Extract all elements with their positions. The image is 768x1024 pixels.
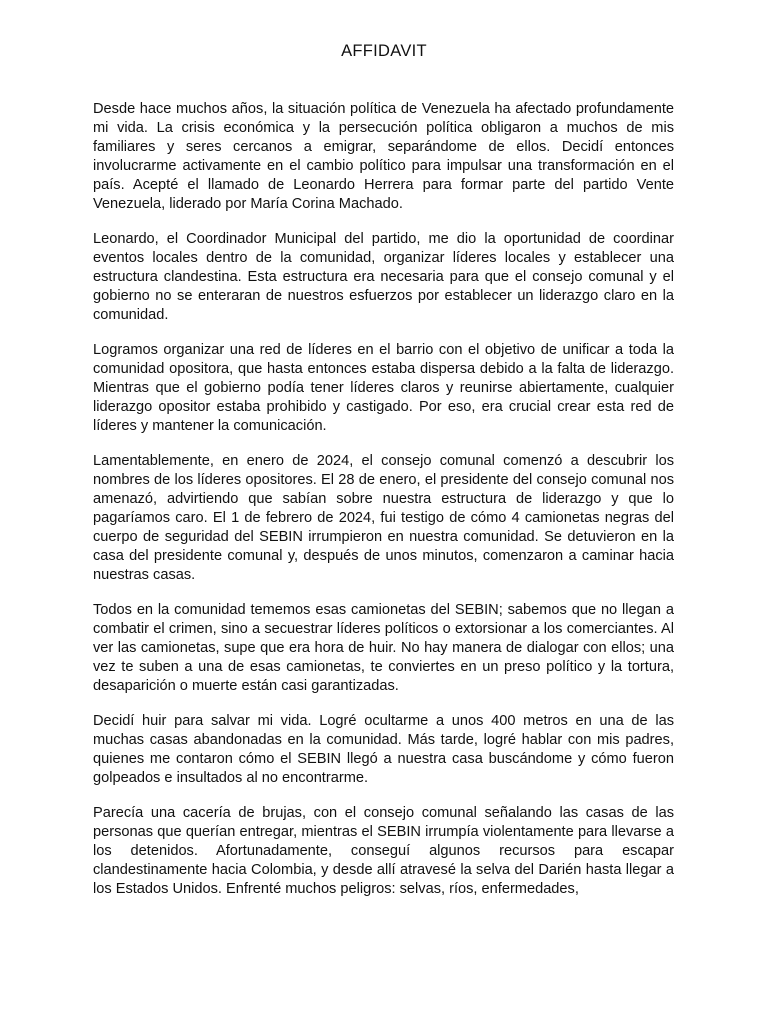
paragraph-3: Logramos organizar una red de líderes en el barrio con el objetivo de unificar a toda la comunidad opositora, que hasta entonces estaba dispersa debido a la falta de liderazgo. Mientras que el gobierno podía tener líderes claros y reunirse abiertamente, cualquier liderazgo opositor estaba prohibido y castigado. Por eso, era crucial crear esta red de líderes y mantener la comunicación. bbox=[93, 342, 674, 434]
paragraph-7: Parecía una cacería de brujas, con el consejo comunal señalando las casas de las personas que querían entregar, mientras el SEBIN irrumpía violentamente para llevarse a los detenidos. Afortunadamente, conseguí algunos recursos para escapar clandestinamente hacia Colombia, y desde allí atravesé la selva del Darién hasta llegar a los Estados Unidos. Enfrenté muchos peligros: selvas, ríos, enfermedades, bbox=[93, 805, 674, 897]
paragraph-6: Decidí huir para salvar mi vida. Logré ocultarme a unos 400 metros en una de las muchas casas abandonadas en la comunidad. Más tarde, logré hablar con mis padres, quienes me contaron cómo el SEBIN llegó a nuestra casa buscándome y cómo fueron golpeados e insultados al no encontrarme. bbox=[93, 713, 674, 786]
paragraph-1: Desde hace muchos años, la situación política de Venezuela ha afectado profundamente mi vida. La crisis económica y la persecución política obligaron a muchos de mis familiares y seres cercanos a emigrar, separándome de ellos. Decidí entonces involucrarme activamente en el cambio político para impulsar una transformación en el país. Acepté el llamado de Leonardo Herrera para formar parte del partido Vente Venezuela, liderado por María Corina Machado. bbox=[93, 101, 674, 212]
document-title: AFFIDAVIT bbox=[341, 42, 427, 60]
paragraph-5: Todos en la comunidad tememos esas camionetas del SEBIN; sabemos que no llegan a combatir el crimen, sino a secuestrar líderes políticos o extorsionar a los comerciantes. Al ver las camionetas, supe que era hora de huir. No hay manera de dialogar con ellos; una vez te suben a una de esas camionetas, te conviertes en un preso político y la tortura, desaparición o muerte están casi garantizadas. bbox=[93, 602, 674, 694]
paragraph-2: Leonardo, el Coordinador Municipal del partido, me dio la oportunidad de coordinar eventos locales dentro de la comunidad, organizar líderes locales y establecer una estructura clandestina. Esta estructura era necesaria para que el consejo comunal y el gobierno no se enteraran de nuestros esfuerzos por establecer un liderazgo claro en la comunidad. bbox=[93, 231, 674, 323]
paragraph-4: Lamentablemente, en enero de 2024, el consejo comunal comenzó a descubrir los nombres de los líderes opositores. El 28 de enero, el presidente del consejo comunal nos amenazó, advirtiendo que sabían sobre nuestra estructura de liderazgo y que lo pagaríamos caro. El 1 de febrero de 2024, fui testigo de cómo 4 camionetas negras del cuerpo de seguridad del SEBIN irrumpieron en nuestra comunidad. Se detuvieron en la casa del presidente comunal y, después de unos minutos, comenzaron a caminar hacia nuestras casas. bbox=[93, 453, 674, 583]
document-body bbox=[93, 100, 674, 915]
